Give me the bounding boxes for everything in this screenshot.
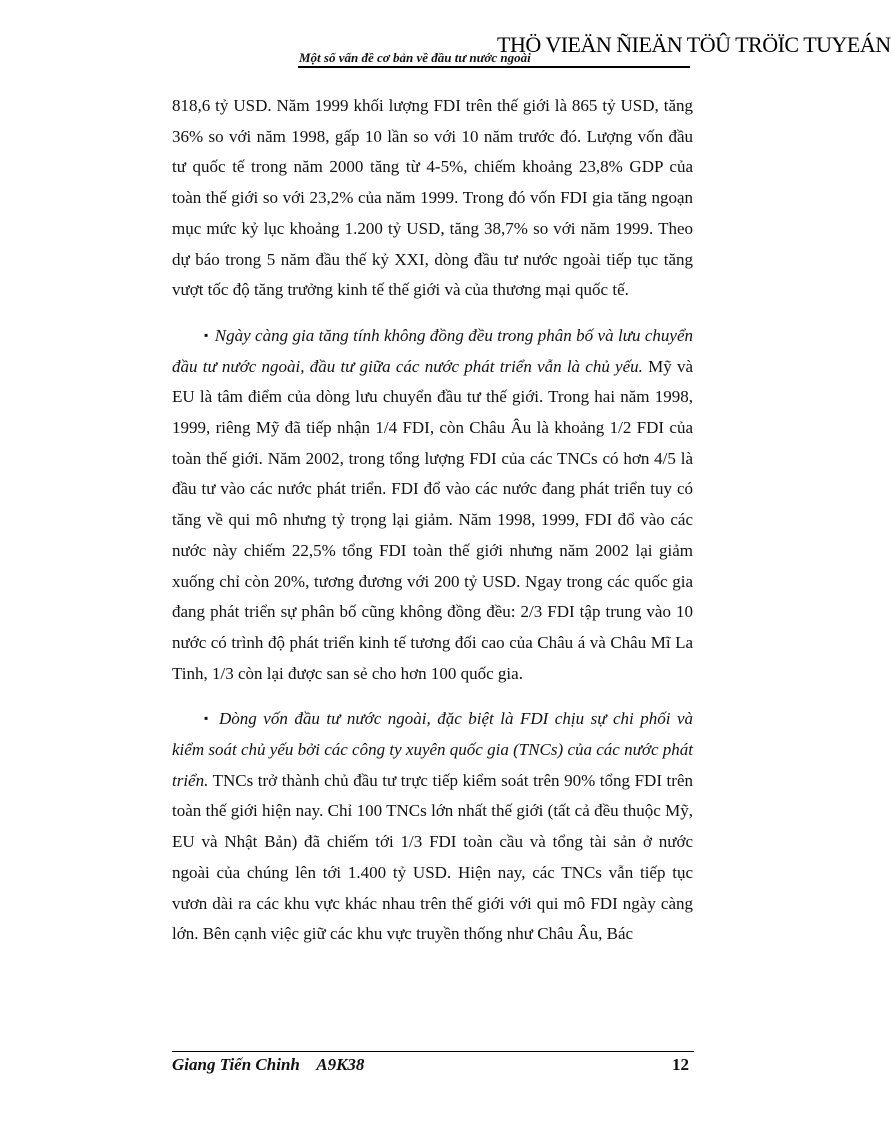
- footer-author: Giang Tiến Chinh A9K38: [172, 1055, 365, 1074]
- page-number: 12: [672, 1055, 689, 1074]
- paragraph-2-text: Mỹ và EU là tâm điểm của dòng lưu chuyển đầu tư thế giới. Trong hai năm 1998, 1999, riêng Mỹ đã tiếp nhận 1/4 FDI, còn Châu Âu là khoảng 1/2 FDI của toàn thế giới. Năm 2002, trong tổng lượng FDI của các TNCs có hơn 4/5 là đầu tư vào các nước phát triển. FDI đổ vào các nước đang phát triển tuy có tăng về qui mô nhưng tỷ trọng lại giảm. Năm 1998, 1999, FDI đổ vào các nước này chiếm 22,5% tổng FDI toàn thế giới nhưng năm 2002 lại giảm xuống chỉ còn 20%, tương đương với 200 tỷ USD. Ngay trong các quốc gia đang phát triển sự phân bố cũng không đồng đều: 2/3 FDI tập trung vào 10 nước có trình độ phát triển kinh tế tương đối cao của Châu á và Châu Mĩ La Tinh, 1/3 còn lại được san sẻ cho hơn 100 quốc gia.: [172, 356, 693, 683]
- paragraph-2-lead: Ngày càng gia tăng tính không đồng đều trong phân bố và lưu chuyển đầu tư nước ngoài, đầu tư giữa các nước phát triển vẫn là chủ yếu.: [172, 325, 693, 376]
- header-divider: [298, 66, 690, 68]
- paragraph-3-lead: Dòng vốn đầu tư nước ngoài, đặc biệt là FDI chịu sự chi phối và kiểm soát chủ yếu bởi các công ty xuyên quốc gia (TNCs) của các nước phát triển.: [172, 709, 694, 790]
- paragraph-1-text: 818,6 tỷ USD. Năm 1999 khối lượng FDI trên thế giới là 865 tỷ USD, tăng 36% so với năm 1998, gấp 10 lần so với 10 năm trước đó. Lượng vốn đầu tư quốc tế trong năm 2000 tăng từ 4-5%, chiếm khoảng 23,8% GDP của toàn thế giới so với 23,2% của năm 1999. Trong đó vốn FDI gia tăng ngoạn mục mức kỷ lục khoảng 1.200 tỷ USD, tăng 38,7% so với năm 1999. Theo dự báo trong 5 năm đầu thế kỷ XXI, dòng đầu tư nước ngoài tiếp tục tăng vượt tốc độ tăng trưởng kinh tế thế giới và của thương mại quốc tế.: [172, 96, 693, 300]
- page-body: [172, 91, 693, 950]
- paragraph-1: [172, 91, 693, 306]
- square-bullet-icon: ▪: [204, 327, 209, 342]
- square-bullet-icon: ▪: [204, 711, 211, 726]
- paragraph-3-text: TNCs trở thành chủ đầu tư trực tiếp kiểm soát trên 90% tổng FDI trên toàn thế giới hiện nay. Chỉ 100 TNCs lớn nhất thế giới (tất cả đều thuộc Mỹ, EU và Nhật Bản) đã chiếm tới 1/3 FDI toàn cầu và tổng tài sản ở nước ngoài của chúng lên tới 1.400 tỷ USD. Hiện nay, các TNCs vẫn tiếp tục vươn dài ra các khu vực khác nhau trên thế giới với qui mô FDI ngày càng lớn. Bên cạnh việc giữ các khu vực truyền thống như Châu Âu, Bác: [172, 770, 693, 944]
- paragraph-3: [172, 703, 693, 950]
- paragraph-2: [172, 320, 693, 689]
- library-watermark: THÖ VIEÄN ÑIEÄN TÖÛ TRÖÏC TUYEÁN: [497, 32, 891, 57]
- footer-divider: [172, 1051, 694, 1052]
- document-title: Một số vấn đề cơ bản về đầu tư nước ngoài: [299, 50, 531, 65]
